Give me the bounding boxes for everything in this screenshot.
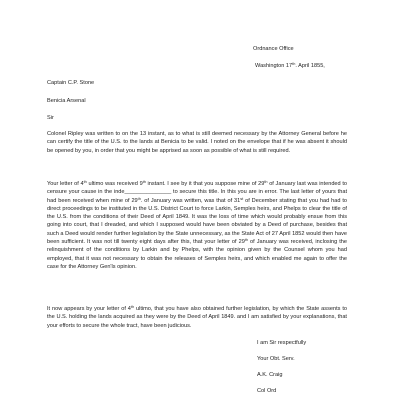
date-day: 17 — [285, 63, 293, 69]
date-place: Washington — [255, 63, 285, 69]
date-line — [255, 63, 325, 70]
date-day-suffix: th — [292, 62, 296, 66]
recipient-name: Captain C.P. Stone — [47, 80, 95, 86]
closing-respectfully: I am Sir respectfully — [257, 340, 307, 346]
recipient-location: Benicia Arsenal — [47, 98, 86, 104]
paragraph-1 — [47, 130, 347, 155]
signature-title: Col Ord — [257, 388, 277, 394]
paragraph-1-text: Colonel Ripley was written to on the 13 instant, as to what is still deemed necessary by the Attorney General before he can certify the title of the U.S. to the lands at Benicia to be valid. I noted on the envelope that if he was absent it should be opened by you, in order that you might be apprised as soon as possible of what is still required. — [47, 131, 347, 154]
paragraph-2-text: Your letter of 4th ultimo was received 9th instant. I see by it that you suppose mine of 29th of January last was intended to censure your cause in the inde_______________ to secure this title. In this you are in error. The last letter of yours that had been received when mine of 29th. of January was written, was that of 31st of December stating that you had had to direct proceedings to be instituted in the U.S. District Court to force Larkin, Semples heirs, and Phelps to clear the title of the U.S. from the conditions of their Deed of April 1849. It was the loss of time which would probably ensue from this going into court, that I dreaded, and which I supposed would have been obviated by a Deed of purchase, besides that such a Deed would render further legislation by the State unnecessary, as the State Act of 27 April 1852 would then have been sufficient. It was not till twenty eight days after this, that your letter of 29th of January was received, inclosing the relinquishment of the conditions by Larkin and by Phelps, with the opinion given by the Counsel whom you had employed, that it was not necessary to obtain the releases of Semples heirs, and which enabled me again to offer the case for the Attorney Gen'ls opinion. — [47, 180, 348, 270]
salutation: Sir — [47, 115, 54, 121]
date-month-year: . April 1855, — [295, 63, 325, 69]
office-heading: Ordnance Office — [253, 46, 294, 52]
signature-name: A.K. Craig — [257, 372, 283, 378]
closing-servant: Your Obt. Serv. — [257, 356, 295, 362]
paragraph-2 — [47, 180, 347, 271]
paragraph-3-text: It now appears by your letter of 4th ultimo, that you have also obtained further legislation, by which the State assents to the U.S. holding the lands acquired as they were by the Deed of April 1849. and I am satisfied by your explanations, that your efforts to secure the whole tract, have been judicious. — [47, 305, 348, 329]
paragraph-3 — [47, 305, 347, 330]
